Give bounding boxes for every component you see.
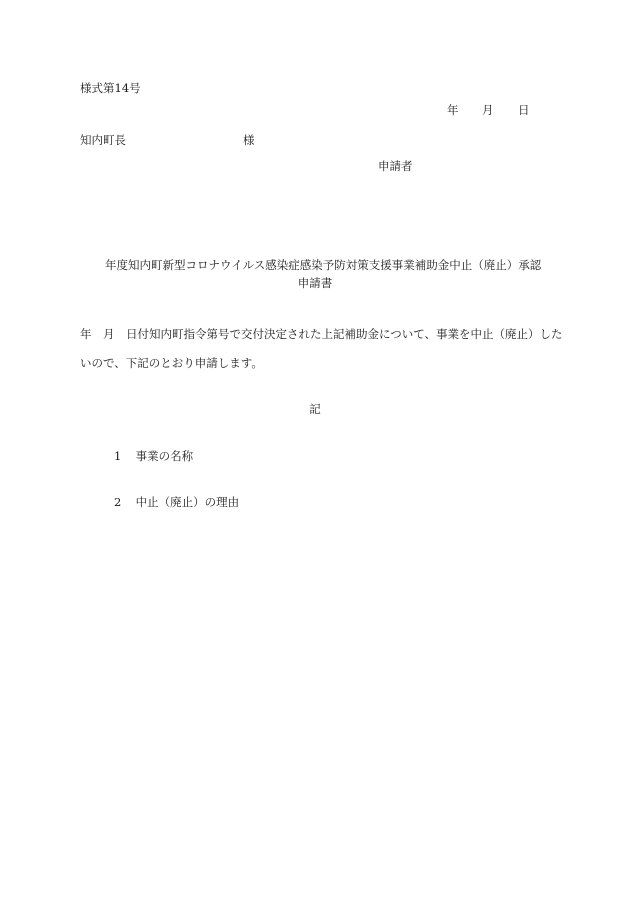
date-year-label: 年 <box>447 103 459 117</box>
item-label: 事業の名称 <box>135 449 194 463</box>
list-item <box>114 496 239 510</box>
ki-heading: 記 <box>309 402 321 416</box>
body-text-line-2: いので、下記のとおり申請します。 <box>80 356 263 370</box>
item-number: 1 <box>114 449 122 463</box>
body-text-line-1: 年 月 日付知内町指令第号で交付決定された上記補助金について、事業を中止（廃止）した <box>80 327 563 341</box>
date-line <box>440 104 550 120</box>
date-day-label: 日 <box>518 103 530 117</box>
addressee: 知内町長 <box>80 133 126 147</box>
form-number: 様式第14号 <box>80 81 141 95</box>
list-item <box>114 450 193 464</box>
document-title: 年度知内町新型コロナウイルス感染症感染予防対策支援事業補助金中止（廃止）承認 <box>105 258 542 272</box>
applicant-label: 申請者 <box>378 159 413 173</box>
item-number: 2 <box>114 495 122 509</box>
document-title-continued: 申請書 <box>297 276 333 290</box>
honorific: 様 <box>243 133 255 147</box>
date-month-label: 月 <box>482 103 494 117</box>
item-label: 中止（廃止）の理由 <box>135 495 240 509</box>
